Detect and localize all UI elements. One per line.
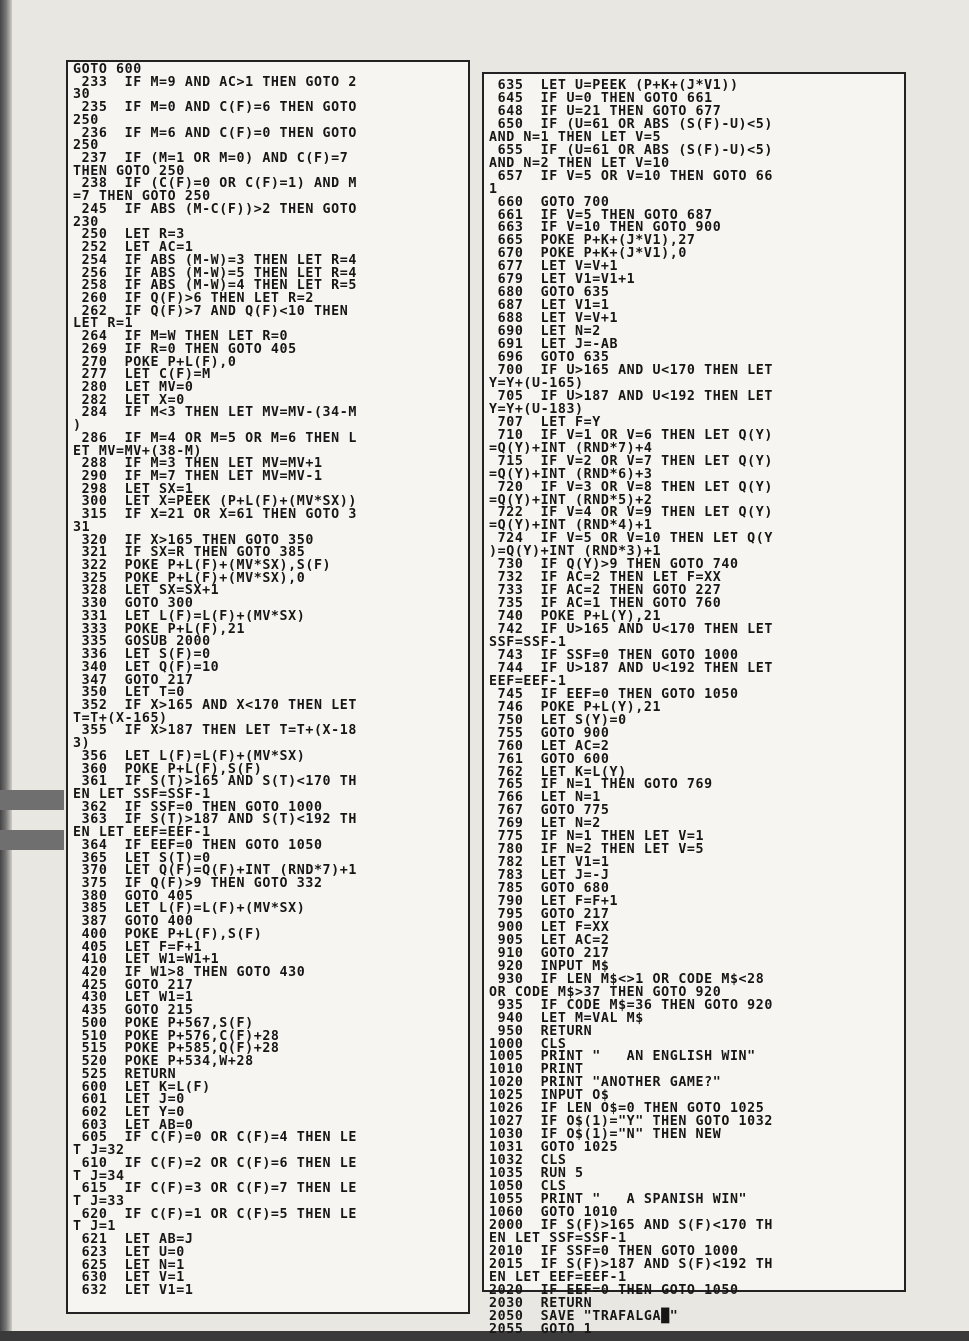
code-line: 2010 IF SSF=0 THEN GOTO 1000 (489, 1243, 739, 1259)
code-line: 321 IF SX=R THEN GOTO 385 (73, 545, 306, 561)
code-line: )=Q(Y)+INT (RND*3)+1 (489, 544, 662, 560)
code-line: 2000 IF S(F)>165 AND S(F)<170 TH (489, 1217, 773, 1233)
code-line: 766 LET N=1 (489, 790, 601, 806)
code-line: 780 IF N=2 THEN LET V=5 (489, 842, 705, 858)
code-line: 769 LET N=2 (489, 816, 601, 832)
code-line: 1 (489, 181, 498, 197)
code-line: 1005 PRINT " AN ENGLISH WIN" (489, 1049, 756, 1065)
code-line: 1035 RUN 5 (489, 1166, 584, 1182)
code-line: 940 LET M=VAL M$ (489, 1010, 644, 1026)
code-line: 350 LET T=0 (73, 685, 185, 701)
code-line: 364 IF EEF=0 THEN GOTO 1050 (73, 837, 323, 853)
code-line: Y=Y+(U-183) (489, 401, 584, 417)
code-line: 245 IF ABS (M-C(F))>2 THEN GOTO (73, 201, 357, 217)
code-line: 1010 PRINT (489, 1062, 584, 1078)
page-edge-marker (0, 790, 64, 810)
code-line: 290 IF M=7 THEN LET MV=MV-1 (73, 469, 323, 484)
code-line: 722 IF V=4 OR V=9 THEN LET Q(Y) (489, 505, 773, 521)
code-line: 733 IF AC=2 THEN GOTO 227 (489, 583, 722, 599)
code-line: 762 LET K=L(Y) (489, 764, 627, 780)
code-line: 687 LET V1=1 (489, 298, 610, 314)
code-line: 330 GOTO 300 (73, 596, 194, 612)
code-line: =Q(Y)+INT (RND*7)+4 (489, 440, 653, 456)
code-line: Y=Y+(U-165) (489, 375, 584, 391)
code-line: 657 IF V=5 OR V=10 THEN GOTO 66 (489, 168, 773, 184)
code-line: 696 GOTO 635 (489, 350, 610, 366)
code-line: 1030 IF O$(1)="N" THEN NEW (489, 1127, 722, 1143)
code-line: EN LET EEF=EEF-1 (73, 825, 211, 841)
code-line: 688 LET V=V+1 (489, 311, 619, 327)
code-line: 328 LET SX=SX+1 (73, 583, 220, 599)
code-line: 500 POKE P+567,S(F) (73, 1015, 254, 1031)
code-line: 905 LET AC=2 (489, 932, 610, 948)
code-line: 352 IF X>165 AND X<170 THEN LET (73, 697, 357, 713)
code-line: 375 IF Q(F)>9 THEN GOTO 332 (73, 876, 323, 891)
code-line: 715 IF V=2 OR V=7 THEN LET Q(Y) (489, 453, 773, 469)
code-line: 765 IF N=1 THEN GOTO 769 (489, 777, 713, 793)
code-line: 1025 INPUT O$ (489, 1088, 610, 1104)
code-line: 280 LET MV=0 (73, 379, 194, 395)
code-line: 286 IF M=4 OR M=5 OR M=6 THEN L (73, 430, 357, 446)
code-line: 632 LET V1=1 (73, 1283, 194, 1298)
code-line: 744 IF U>187 AND U<192 THEN LET (489, 660, 773, 676)
code-line: 930 IF LEN M$<>1 OR CODE M$<28 (489, 971, 765, 987)
code-line: 322 POKE P+L(F)+(MV*SX),S(F) (73, 558, 332, 574)
code-line: 677 LET V=V+1 (489, 259, 619, 275)
code-line: 707 LET F=Y (489, 414, 601, 430)
code-line: 740 POKE P+L(Y),21 (489, 609, 662, 625)
code-line: 601 LET J=0 (73, 1092, 185, 1108)
code-line: 920 INPUT M$ (489, 958, 610, 974)
code-line: 315 IF X=21 OR X=61 THEN GOTO 3 (73, 507, 357, 523)
code-line: T J=32 (73, 1143, 125, 1159)
code-line: 254 IF ABS (M-W)=3 THEN LET R=4 (73, 252, 357, 268)
code-line: 1026 IF LEN O$=0 THEN GOTO 1025 (489, 1101, 765, 1117)
code-line: 705 IF U>187 AND U<192 THEN LET (489, 388, 773, 404)
code-line: 680 GOTO 635 (489, 285, 610, 301)
code-line: 2020 IF EEF=0 THEN GOTO 1050 (489, 1282, 739, 1298)
code-line: 663 IF V=10 THEN GOTO 900 (489, 220, 722, 236)
code-line: 750 LET S(Y)=0 (489, 712, 627, 728)
code-line: 935 IF CODE M$=36 THEN GOTO 920 (489, 997, 773, 1013)
listing-lines (484, 74, 904, 1336)
code-line: 525 RETURN (73, 1066, 177, 1082)
code-line: 623 LET U=0 (73, 1244, 185, 1260)
code-line: 361 IF S(T)>165 AND S(T)<170 TH (73, 774, 357, 790)
code-line: 269 IF R=0 THEN GOTO 405 (73, 341, 297, 357)
code-line: 515 POKE P+585,Q(F)+28 (73, 1041, 280, 1057)
code-line: 2015 IF S(F)>187 AND S(F)<192 TH (489, 1256, 773, 1272)
code-line: AND N=1 THEN LET V=5 (489, 129, 662, 145)
code-line: 655 IF (U=61 OR ABS (S(F)-U)<5) (489, 142, 773, 158)
code-line: 615 IF C(F)=3 OR C(F)=7 THEN LE (73, 1181, 357, 1197)
code-line: ET MV=MV+(38-M) (73, 443, 203, 459)
code-line: 385 LET L(F)=L(F)+(MV*SX) (73, 901, 306, 917)
code-line: 325 POKE P+L(F)+(MV*SX),0 (73, 570, 306, 586)
code-line: 435 GOTO 215 (73, 1003, 194, 1019)
code-line: 298 LET SX=1 (73, 481, 194, 497)
page-edge-marker (0, 830, 64, 850)
code-line: 270 POKE P+L(F),0 (73, 354, 237, 370)
code-line: 262 IF Q(F)>7 AND Q(F)<10 THEN (73, 303, 349, 319)
code-line: =Q(Y)+INT (RND*4)+1 (489, 518, 653, 534)
code-line: 755 GOTO 900 (489, 725, 610, 741)
code-line: 347 GOTO 217 (73, 672, 194, 688)
code-line: 405 LET F=F+1 (73, 939, 203, 955)
code-line: 362 IF SSF=0 THEN GOTO 1000 (73, 799, 323, 815)
code-line: 355 IF X>187 THEN LET T=T+(X-18 (73, 723, 357, 739)
code-line: 300 LET X=PEEK (P+L(F)+(MV*SX)) (73, 494, 357, 510)
code-line: 370 LET Q(F)=Q(F)+INT (RND*7)+1 (73, 863, 357, 879)
code-line: 720 IF V=3 OR V=8 THEN LET Q(Y) (489, 479, 773, 495)
code-line: GOTO 600 (73, 62, 142, 77)
code-line: 600 LET K=L(F) (73, 1079, 211, 1095)
code-line: 356 LET L(F)=L(F)+(MV*SX) (73, 748, 306, 764)
code-line: T J=33 (73, 1193, 125, 1209)
code-line: 690 LET N=2 (489, 324, 601, 340)
code-line: 258 IF ABS (M-W)=4 THEN LET R=5 (73, 278, 357, 294)
code-line: 1060 GOTO 1010 (489, 1204, 619, 1220)
code-line: 230 (73, 214, 99, 230)
code-line: 1031 GOTO 1025 (489, 1140, 619, 1156)
code-line: 745 IF EEF=0 THEN GOTO 1050 (489, 686, 739, 702)
code-line: 621 LET AB=J (73, 1232, 194, 1248)
code-line: 760 LET AC=2 (489, 738, 610, 754)
code-line: 336 LET S(F)=0 (73, 647, 211, 663)
code-line: 648 IF U=21 THEN GOTO 677 (489, 103, 722, 119)
code-line: 400 POKE P+L(F),S(F) (73, 926, 263, 942)
code-line: 333 POKE P+L(F),21 (73, 621, 246, 637)
code-line: ) (73, 418, 82, 434)
code-line: AND N=2 THEN LET V=10 (489, 155, 670, 171)
code-line: 665 POKE P+K+(J*V1),27 (489, 233, 696, 249)
code-line: 660 GOTO 700 (489, 194, 610, 210)
code-line: 252 LET AC=1 (73, 240, 194, 256)
code-line: 2055 GOTO 1 (489, 1321, 593, 1337)
code-line: 783 LET J=-J (489, 868, 610, 884)
code-line: 700 IF U>165 AND U<170 THEN LET (489, 362, 773, 378)
code-line: EEF=EEF-1 (489, 673, 567, 689)
code-line: 1050 CLS (489, 1179, 567, 1195)
code-line: 320 IF X>165 THEN GOTO 350 (73, 532, 314, 548)
code-line: 360 POKE P+L(F),S(F) (73, 761, 263, 777)
code-line: 670 POKE P+K+(J*V1),0 (489, 246, 687, 262)
code-line: 340 LET Q(F)=10 (73, 659, 220, 675)
code-line: 1032 CLS (489, 1153, 567, 1169)
basic-listing-right-column (482, 72, 906, 1337)
code-line: 31 (73, 519, 91, 535)
code-line: =Q(Y)+INT (RND*5)+2 (489, 492, 653, 508)
code-line: 746 POKE P+L(Y),21 (489, 699, 662, 715)
code-line: 520 POKE P+534,W+28 (73, 1054, 254, 1070)
code-line: 282 LET X=0 (73, 392, 185, 408)
code-line: 790 LET F=F+1 (489, 894, 619, 910)
code-line: 237 IF (M=1 OR M=0) AND C(F)=7 (73, 151, 349, 167)
code-line: 425 GOTO 217 (73, 977, 194, 993)
code-line: 782 LET V1=1 (489, 855, 610, 871)
code-line: 610 IF C(F)=2 OR C(F)=6 THEN LE (73, 1155, 357, 1171)
code-line: 365 LET S(T)=0 (73, 850, 211, 866)
code-line: 775 IF N=1 THEN LET V=1 (489, 829, 705, 845)
code-line: 650 IF (U=61 OR ABS (S(F)-U)<5) (489, 116, 773, 132)
code-line: 602 LET Y=0 (73, 1104, 185, 1120)
code-line: 910 GOTO 217 (489, 945, 610, 961)
code-line: 645 IF U=0 THEN GOTO 661 (489, 90, 713, 106)
code-line: EN LET SSF=SSF-1 (73, 786, 211, 802)
code-line: 420 IF W1>8 THEN GOTO 430 (73, 965, 306, 981)
code-line: THEN GOTO 250 (73, 163, 185, 179)
code-line: 235 IF M=0 AND C(F)=6 THEN GOTO (73, 100, 357, 116)
code-line: LET R=1 (73, 316, 134, 332)
code-line: SSF=SSF-1 (489, 634, 567, 650)
code-line: 363 IF S(T)>187 AND S(T)<192 TH (73, 812, 357, 828)
code-line: 260 IF Q(F)>6 THEN LET R=2 (73, 290, 314, 306)
code-line: 1055 PRINT " A SPANISH WIN" (489, 1191, 748, 1207)
listing-lines (68, 62, 468, 1298)
code-line: 250 (73, 138, 99, 154)
code-line: 724 IF V=5 OR V=10 THEN LET Q(Y (489, 531, 773, 547)
code-line: =7 THEN GOTO 250 (73, 189, 211, 205)
code-line: T=T+(X-165) (73, 710, 168, 726)
code-line: 795 GOTO 217 (489, 907, 610, 922)
code-line: 785 GOTO 680 (489, 881, 610, 897)
code-line: 743 IF SSF=0 THEN GOTO 1000 (489, 647, 739, 663)
code-line: 387 GOTO 400 (73, 914, 194, 930)
code-line: 380 GOTO 405 (73, 888, 194, 904)
code-line: 264 IF M=W THEN LET R=0 (73, 329, 289, 345)
code-line: 710 IF V=1 OR V=6 THEN LET Q(Y) (489, 427, 773, 443)
code-line: 767 GOTO 775 (489, 803, 610, 819)
code-line: 2050 SAVE "TRAFALGA█" (489, 1308, 679, 1324)
code-line: 331 LET L(F)=L(F)+(MV*SX) (73, 608, 306, 624)
code-line: 236 IF M=6 AND C(F)=0 THEN GOTO (73, 125, 357, 141)
code-line: =Q(Y)+INT (RND*6)+3 (489, 466, 653, 482)
code-line: 238 IF (C(F)=0 OR C(F)=1) AND M (73, 176, 357, 192)
code-line: 605 IF C(F)=0 OR C(F)=4 THEN LE (73, 1130, 357, 1146)
code-line: 620 IF C(F)=1 OR C(F)=5 THEN LE (73, 1206, 357, 1222)
code-line: 2030 RETURN (489, 1295, 593, 1311)
code-line: 661 IF V=5 THEN GOTO 687 (489, 207, 713, 223)
code-line: 256 IF ABS (M-W)=5 THEN LET R=4 (73, 265, 357, 281)
code-line: 730 IF Q(Y)>9 THEN GOTO 740 (489, 557, 739, 573)
code-line: 950 RETURN (489, 1023, 593, 1039)
code-line: 1027 IF O$(1)="Y" THEN GOTO 1032 (489, 1114, 773, 1130)
code-line: 691 LET J=-AB (489, 337, 619, 353)
code-line: 3) (73, 736, 91, 752)
code-line: 30 (73, 87, 91, 103)
code-line: T J=34 (73, 1168, 125, 1184)
code-line: 510 POKE P+576,C(F)+28 (73, 1028, 280, 1044)
code-line: 250 (73, 112, 99, 128)
code-line: 1020 PRINT "ANOTHER GAME?" (489, 1075, 722, 1091)
code-line: 630 LET V=1 (73, 1270, 185, 1286)
code-line: 233 IF M=9 AND AC>1 THEN GOTO 2 (73, 74, 357, 90)
code-line: EN LET EEF=EEF-1 (489, 1269, 627, 1285)
code-line: EN LET SSF=SSF-1 (489, 1230, 627, 1246)
code-line: 430 LET W1=1 (73, 990, 194, 1006)
code-line: 732 IF AC=2 THEN LET F=XX (489, 570, 722, 586)
basic-listing-left-column (66, 60, 470, 1314)
code-line: T J=1 (73, 1219, 117, 1235)
page-spine-shadow (0, 0, 12, 1341)
code-line: 679 LET V1=V1+1 (489, 272, 636, 288)
code-line: OR CODE M$>37 THEN GOTO 920 (489, 984, 722, 1000)
code-line: 284 IF M<3 THEN LET MV=MV-(34-M (73, 405, 357, 421)
code-line: 410 LET W1=W1+1 (73, 952, 220, 968)
code-line: 900 LET F=XX (489, 919, 610, 935)
code-line: 603 LET AB=0 (73, 1117, 194, 1133)
code-line: 277 LET C(F)=M (73, 367, 211, 383)
code-line: 288 IF M=3 THEN LET MV=MV+1 (73, 456, 323, 472)
code-line: 625 LET N=1 (73, 1257, 185, 1273)
code-line: 1000 CLS (489, 1036, 567, 1052)
code-line: 761 GOTO 600 (489, 751, 610, 767)
code-line: 735 IF AC=1 THEN GOTO 760 (489, 596, 722, 612)
code-line: 335 GOSUB 2000 (73, 634, 211, 650)
code-line: 635 LET U=PEEK (P+K+(J*V1)) (489, 78, 739, 93)
code-line: 250 LET R=3 (73, 227, 185, 243)
code-line: 742 IF U>165 AND U<170 THEN LET (489, 622, 773, 638)
